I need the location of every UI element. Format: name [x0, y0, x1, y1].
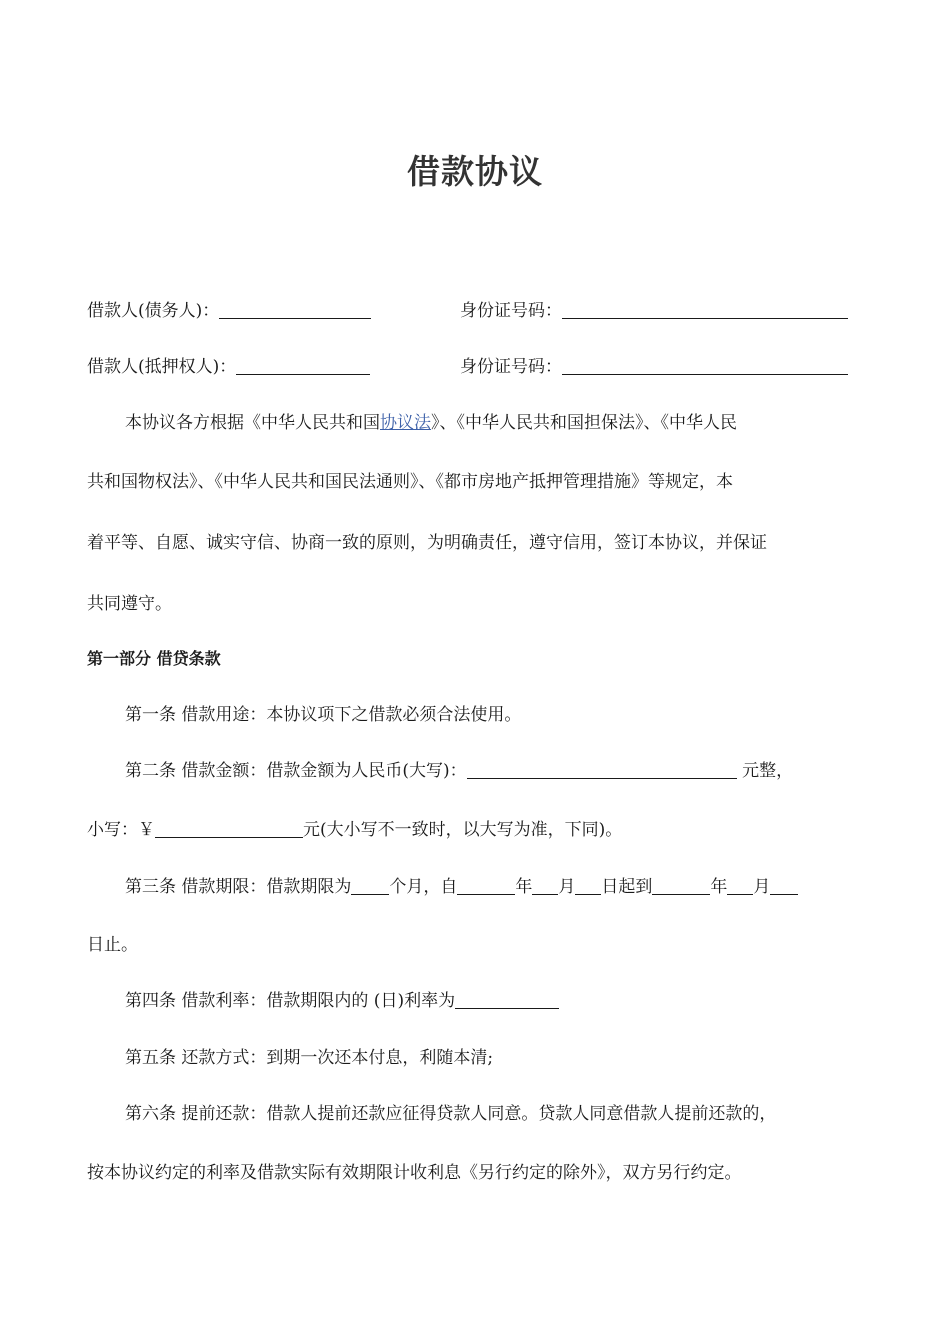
article-5: 第五条 还款方式：到期一次还本付息，利随本清;: [125, 1048, 494, 1068]
article-text: 日起到: [601, 877, 653, 897]
article-text: 年: [710, 877, 728, 897]
preamble-line-4: 共同遵守。: [87, 594, 172, 614]
party-label: 借款人(债务人)：: [87, 301, 220, 321]
id-line-mortgagee: [460, 356, 848, 378]
article-text: 月: [753, 877, 771, 897]
article-text: 元(大小写不一致时，以大写为准，下同)。: [303, 820, 623, 840]
months-blank[interactable]: [351, 878, 389, 895]
preamble-line-2: 共和国物权法》、《中华人民共和国民法通则》、《都市房地产抵押管理措施》等规定，本: [87, 472, 733, 492]
article-text: 年: [515, 877, 533, 897]
article-1: 第一条 借款用途：本协议项下之借款必须合法使用。: [125, 705, 522, 725]
article-4: [125, 990, 559, 1012]
article-text: 个月，自: [389, 877, 458, 897]
preamble-line-1: [125, 412, 737, 434]
start-year-blank[interactable]: [457, 878, 515, 895]
article-text: 小写：￥: [87, 820, 155, 840]
end-day-blank[interactable]: [770, 878, 798, 895]
preamble-text: 本协议各方根据《中华人民共和国: [125, 413, 380, 433]
amount-uppercase-blank[interactable]: [467, 762, 737, 779]
preamble-line-3: 着平等、自愿、诚实守信、协商一致的原则，为明确责任，遵守信用，签订本协议，并保证: [87, 533, 767, 553]
id-number-blank[interactable]: [562, 358, 848, 375]
article-6-line-2: 按本协议约定的利率及借款实际有效期限计收利息《另行约定的除外》，双方另行约定。: [87, 1163, 742, 1183]
document-title: 借款协议: [407, 152, 543, 191]
article-text: 第四条 借款利率：借款期限内的 (日)利率为: [125, 991, 456, 1011]
id-label: 身份证号码：: [460, 301, 562, 321]
article-3-line-2: 日止。: [87, 935, 138, 955]
party-name-blank[interactable]: [219, 302, 371, 319]
article-3-line-1: [125, 876, 798, 898]
party-line-mortgagee: [87, 356, 370, 378]
id-label: 身份证号码：: [460, 357, 562, 377]
party-name-blank[interactable]: [236, 358, 370, 375]
id-number-blank[interactable]: [562, 302, 848, 319]
article-text: 月: [558, 877, 576, 897]
party-line-debtor: [87, 300, 371, 322]
amount-lowercase-blank[interactable]: [155, 821, 303, 838]
contract-law-link[interactable]: 协议法: [380, 413, 431, 433]
section-heading: 第一部分 借贷条款: [87, 649, 221, 668]
end-year-blank[interactable]: [652, 878, 710, 895]
preamble-text: 》、《中华人民共和国担保法》、《中华人民: [431, 413, 737, 433]
article-2-line-2: [87, 819, 622, 841]
article-6-line-1: 第六条 提前还款：借款人提前还款应征得贷款人同意。贷款人同意借款人提前还款的，: [125, 1104, 777, 1124]
end-month-blank[interactable]: [727, 878, 753, 895]
interest-rate-blank[interactable]: [455, 992, 559, 1009]
party-label: 借款人(抵押权人)：: [87, 357, 237, 377]
id-line-debtor: [460, 300, 848, 322]
start-month-blank[interactable]: [532, 878, 558, 895]
article-text: 元整，: [742, 761, 794, 781]
start-day-blank[interactable]: [575, 878, 601, 895]
article-text: 第三条 借款期限：借款期限为: [125, 877, 352, 897]
article-text: 第二条 借款金额：借款金额为人民币(大写)：: [125, 761, 467, 781]
article-2-line-1: [125, 760, 793, 782]
